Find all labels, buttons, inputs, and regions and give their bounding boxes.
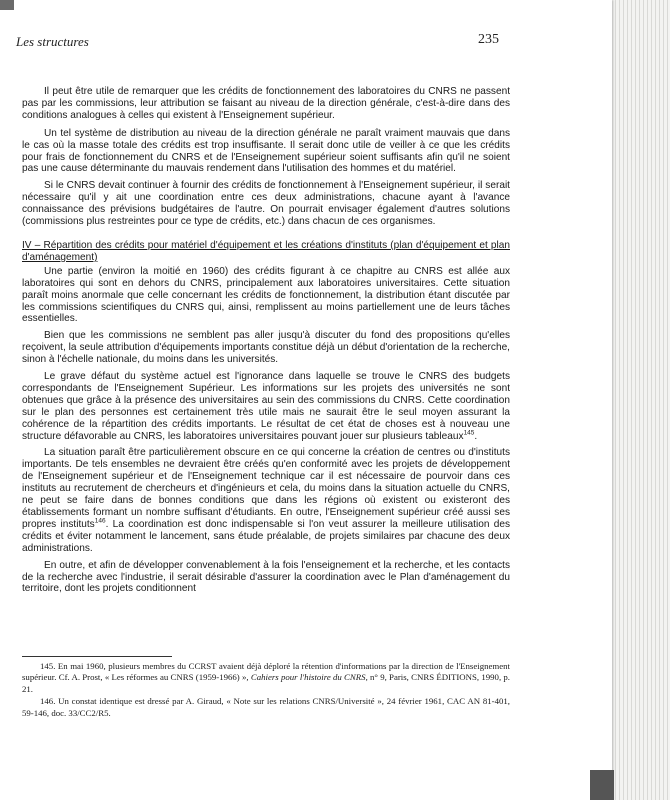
paragraph-coordination: Si le CNRS devait continuer à fournir des crédits de fonctionnement à l'Enseignement supérieur, il serait nécessaire qu'il y ait une coordination entre ces deux administrations, chacune ayant à l'avance connaissance des prévisions budgétaires de l'autre. On pourrait envisager également d'autres solutions (commissions plus restreintes pour ce type de crédits, etc.) dans chacun de ces organismes. <box>22 180 510 228</box>
footnote-145-text-b: , n° 9, Paris, CNRS ÉDITIONS, 1990, p. 21. <box>22 672 511 694</box>
footnote-145-text-a: 145. En mai 1960, plusieurs membres du CCRST avaient déjà déploré la rétention d'informations par la direction de l'Enseignement supérieur. Cf. A. Prost, « Les réformes au CNRS (1959-1966) », <box>22 661 510 683</box>
section-heading: IV – Répartition des crédits pour matériel d'équipement et les créations d'instituts (plan d'équipement et plan d'aménagement) <box>22 239 510 263</box>
page-stack-edges <box>608 0 670 800</box>
paragraph-amenagement: En outre, et afin de développer convenablement à la fois l'enseignement et la recherche, et les contacts de la recherche avec l'industrie, il serait désirable d'assurer la coordination avec le Plan d'aménagement du territoire, dont les projets conditionnent <box>22 559 510 595</box>
paragraph-credits-fonctionnement: Il peut être utile de remarquer que les crédits de fonctionnement des laboratoires du CNRS ne passent pas par les commissions, leur attribution se faisant au niveau de la direction générale, c'est-à-dire dans des conditions analogues à celles qui existent à l'Enseignement supérieur. <box>22 86 510 121</box>
running-title: Les structures <box>16 34 89 49</box>
page-number: 235 <box>478 32 499 47</box>
paragraph-grave-defaut-text: Le grave défaut du système actuel est l'ignorance dans laquelle se trouve le CNRS des budgets correspondants de l'Enseignement Supérieur. Les informations sur les projets des universités ne sont obtenues que grâce à la présence des universitaires au sein des commissions du CNRS. Cette coordination sur le plan des personnes est certainement très utile mais ne saurait être le seul moyen assurant la cohérence de la répartition des crédits importants. Le résultat de cet état de choses est à nouveau une structure défavorable au CNRS, les laboratoires universitaires pouvant jouer sur plusieurs tableaux <box>22 371 510 442</box>
body-text <box>22 86 510 600</box>
footnotes <box>22 656 510 720</box>
footnote-ref-146[interactable]: 146 <box>94 517 106 525</box>
paragraph-commissions: Bien que les commissions ne semblent pas aller jusqu'à discuter du fond des propositions qu'elles reçoivent, la seule attribution d'équipements importants constitue déjà un début d'orientation de la recherche, sinon à l'échelle nationale, du moins dans les universités. <box>22 330 510 366</box>
paragraph-instituts-part2: . La coordination est donc indispensable si l'on veut assurer la meilleure utilisation des crédits et éviter notamment le lancement, sans étude préalable, de projets similaires par chacune des deux administrations. <box>22 518 510 554</box>
paragraph-grave-defaut-end: . <box>474 430 478 442</box>
paragraph-systeme-distribution: Un tel système de distribution au niveau de la direction générale ne paraît vraiment mauvais que dans le cas où la masse totale des crédits est trop insuffisante. Il serait donc utile de veiller à ce que les crédits pour frais de fonctionnement du CNRS et de l'Enseignement supérieur soient suffisants afin qu'il ne soient pas une cause déterminante du mauvais rendement dans l'utilisation des hommes et du matériel. <box>22 127 510 175</box>
scan-corner-shadow <box>0 0 14 10</box>
paragraph-instituts <box>22 447 510 554</box>
footnote-145 <box>22 661 510 695</box>
paragraph-grave-defaut <box>22 371 510 442</box>
paragraph-instituts-part1: La situation paraît être particulièrement obscure en ce qui concerne la création de centres ou d'instituts importants. De tels ensembles ne devraient être créés qu'en conformité avec les projets de développement de l'Enseignement supérieur et de l'Enseignement technique car il est nécessaire de pourvoir dans ces instituts au recrutement de chercheurs et d'ingénieurs et cela, du moins dans la situation actuelle du CNRS, ne peut se faire dans de bonnes conditions que dans les régions où existent ou existeront des établissements formant un nombre suffisant d'étudiants. En outre, l'Enseignement supérieur créé aussi ses propres instituts <box>22 447 510 530</box>
footnote-145-journal: Cahiers pour l'histoire du CNRS <box>250 672 366 683</box>
footnote-rule <box>22 656 172 657</box>
paragraph-repartition: Une partie (environ la moitié en 1960) des crédits figurant à ce chapitre au CNRS est allée aux laboratoires qui sont en dehors du CNRS, principalement aux laboratoires universitaires. Cette situation paraît moins anormale que celle concernant les crédits de fonctionnement, la distribution étant discutée par les commissions scientifiques du CNRS qui, ainsi, remplissent au moins partiellement une de leurs tâches essentielles. <box>22 265 510 325</box>
scan-bottom-shadow <box>590 770 614 800</box>
footnote-ref-145[interactable]: 145 <box>463 429 475 437</box>
footnote-146: 146. Un constat identique est dressé par A. Giraud, « Note sur les relations CNRS/Université », 24 février 1961, CAC AN 81-401, 59-146, doc. 33/CC2/R5. <box>22 696 510 718</box>
